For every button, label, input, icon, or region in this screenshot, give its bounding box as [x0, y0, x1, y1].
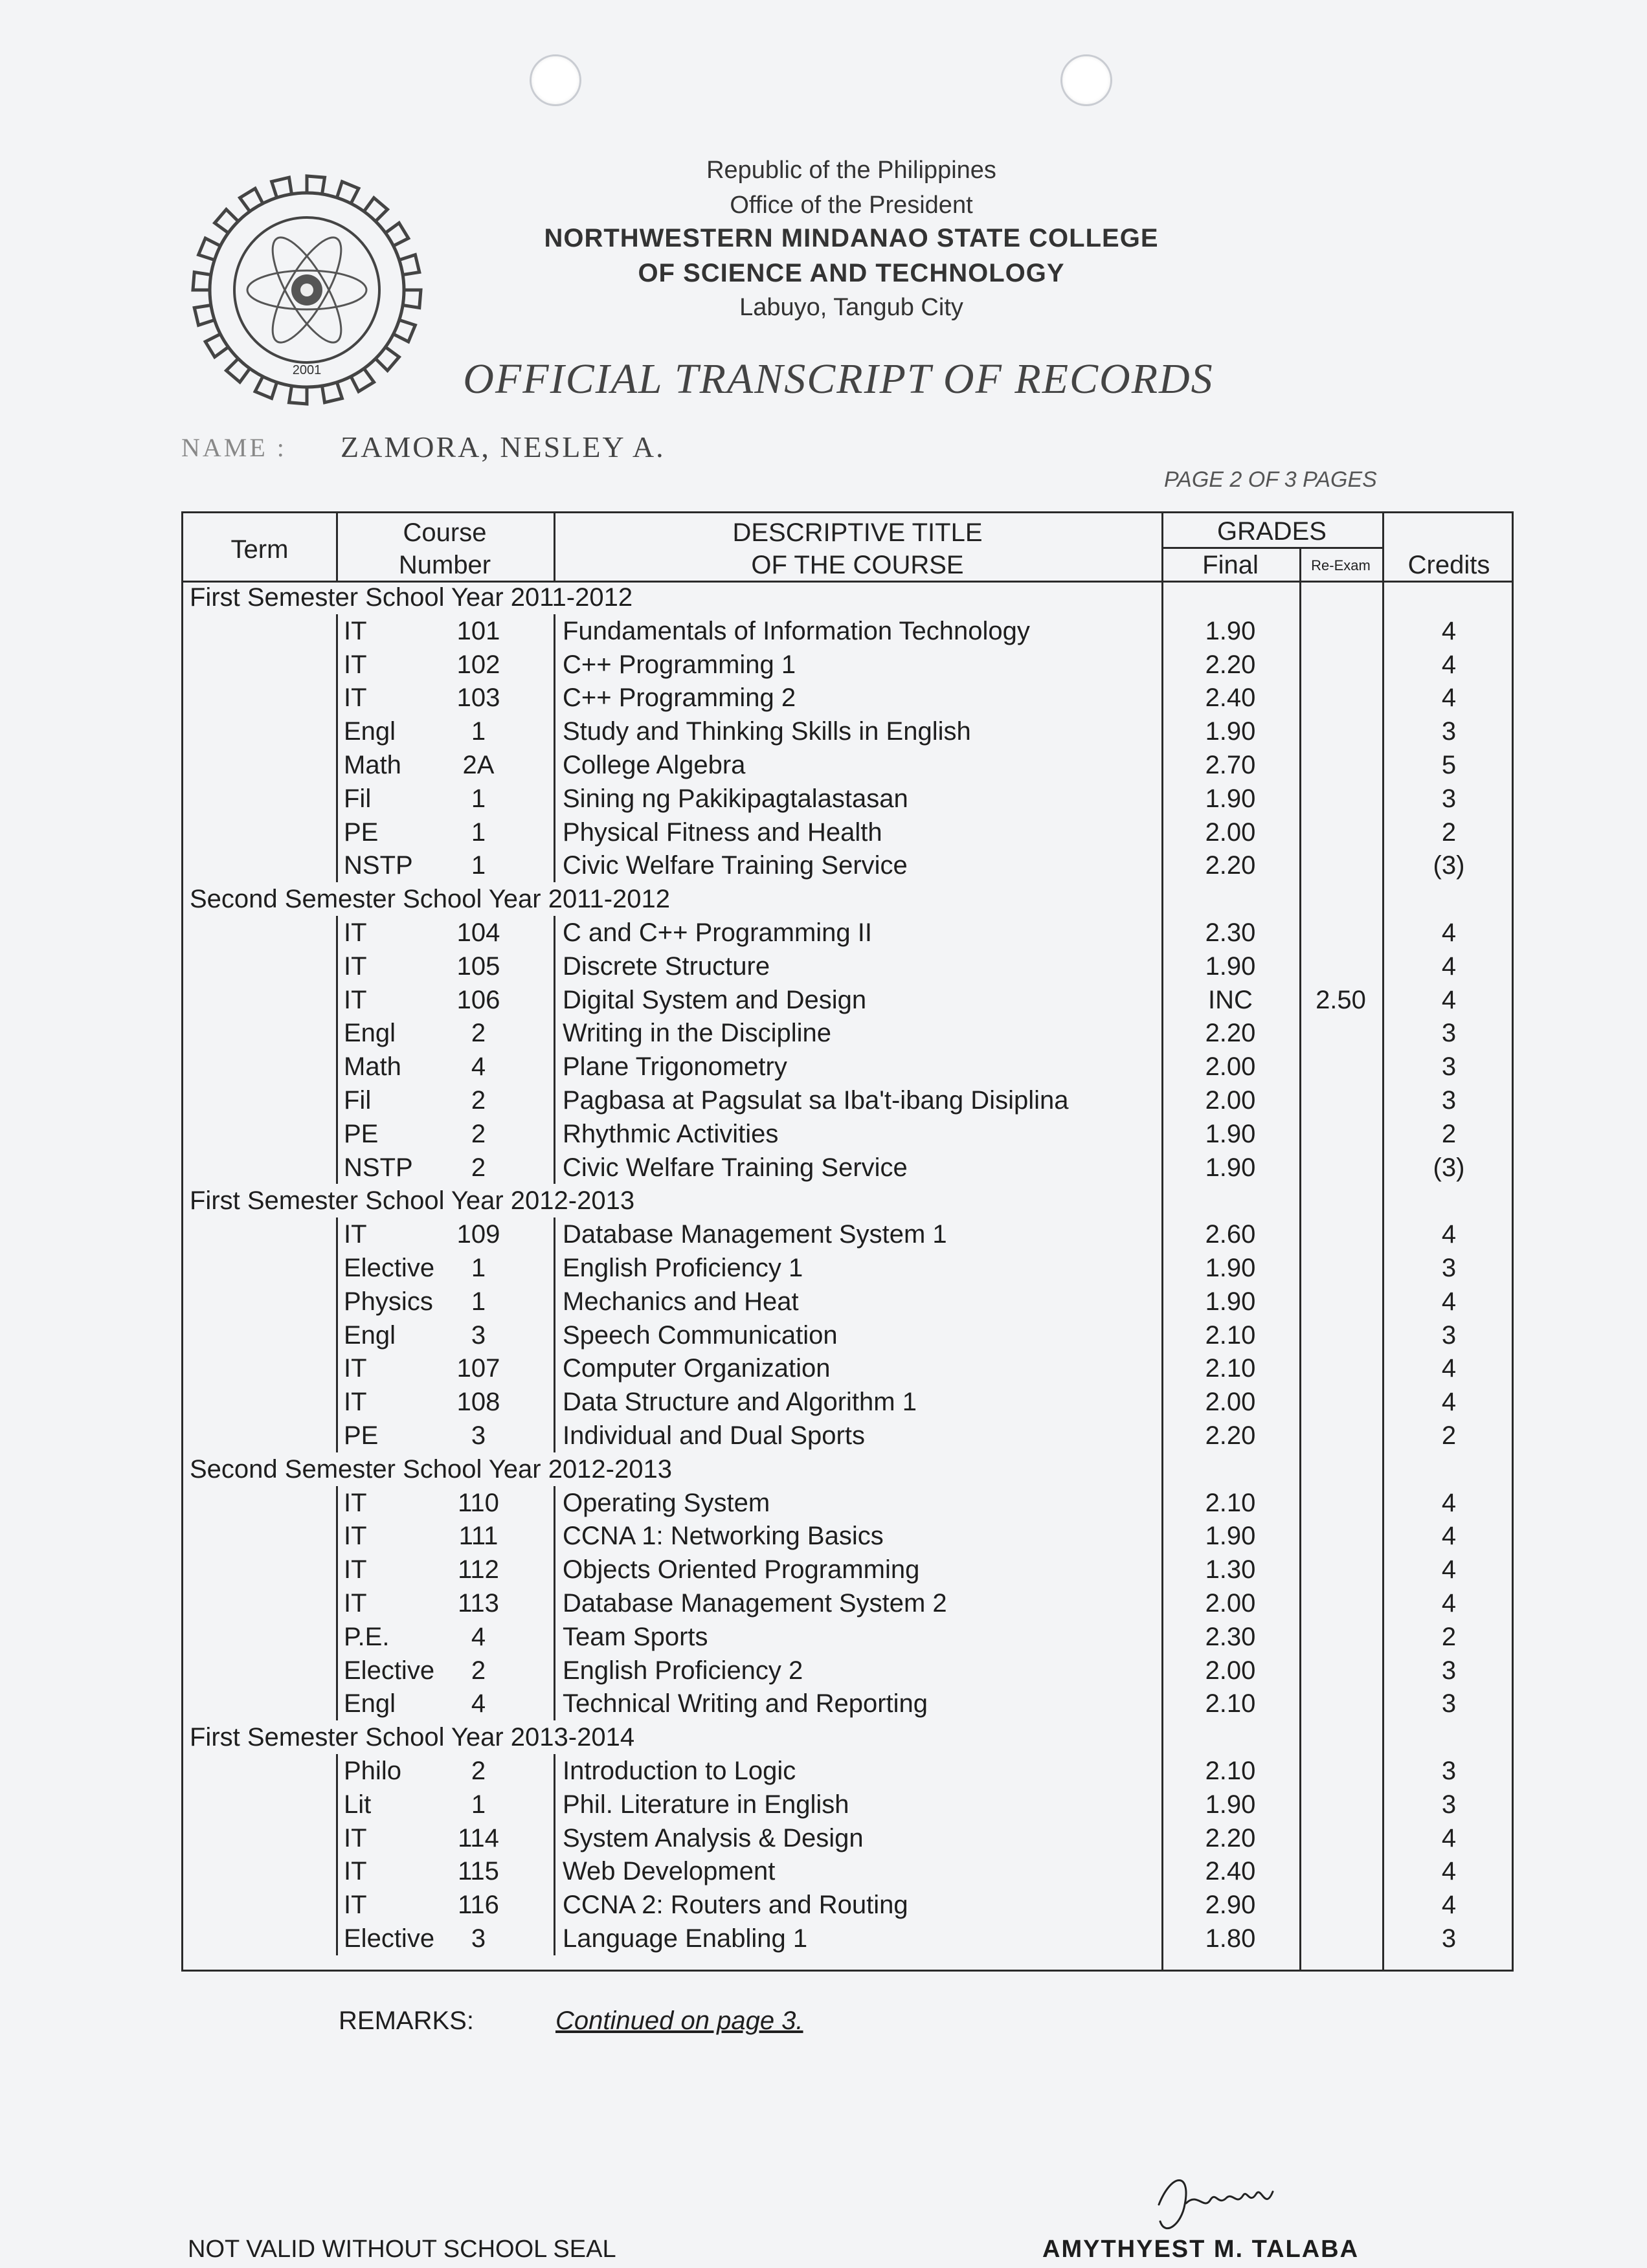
course-title: Team Sports	[563, 1622, 708, 1651]
course-title: Database Management System 2	[563, 1589, 947, 1618]
course-title: Fundamentals of Information Technology	[563, 616, 1030, 645]
course-credits: 4	[1441, 918, 1457, 947]
final-grade: 2.10	[1205, 1757, 1256, 1785]
registrar-signature	[1146, 2166, 1295, 2243]
course-number: 105	[456, 951, 500, 981]
course-title: Technical Writing and Reporting	[563, 1689, 928, 1718]
course-credits: (3)	[1433, 1153, 1465, 1182]
course-credits: 4	[1441, 1354, 1457, 1383]
final-grade: 2.70	[1205, 751, 1256, 779]
course-subject: Engl	[344, 1019, 396, 1048]
course-title: CCNA 2: Routers and Routing	[563, 1891, 908, 1920]
course-subject: IT	[344, 1354, 367, 1383]
course-number: 2A	[462, 751, 495, 779]
course-number: 2	[471, 1656, 486, 1685]
final-grade: 2.60	[1205, 1220, 1256, 1249]
col-divider	[554, 614, 555, 882]
course-credits: 4	[1441, 1220, 1457, 1249]
name-label: NAME :	[181, 433, 287, 462]
course-subject: PE	[344, 1421, 379, 1450]
course-subject: NSTP	[344, 851, 413, 880]
course-title: Plane Trigonometry	[563, 1052, 787, 1082]
course-credits: 4	[1441, 1857, 1457, 1886]
course-title: Sining ng Pakikipagtalastasan	[563, 784, 908, 813]
course-number: 1	[471, 1790, 486, 1819]
course-title: C and C++ Programming II	[563, 918, 872, 947]
course-number: 1	[471, 717, 486, 746]
course-credits: 2	[1441, 1119, 1457, 1148]
col-header-title-top: DESCRIPTIVE TITLE	[732, 518, 983, 547]
course-title: C++ Programming 1	[563, 650, 796, 679]
course-title: Individual and Dual Sports	[563, 1421, 865, 1450]
course-title: Speech Communication	[563, 1320, 838, 1350]
final-grade: 1.90	[1205, 1522, 1256, 1551]
final-grade: 2.20	[1205, 650, 1256, 679]
final-grade: 1.30	[1205, 1555, 1256, 1584]
course-number: 2	[471, 1119, 486, 1148]
final-grade: 1.90	[1205, 1254, 1256, 1282]
course-subject: Elective	[344, 1924, 435, 1953]
course-credits: 4	[1441, 684, 1457, 713]
course-subject: Math	[344, 1052, 401, 1082]
final-grade: 2.10	[1205, 1689, 1256, 1718]
course-credits: 3	[1441, 1790, 1457, 1819]
final-grade: 2.20	[1205, 1421, 1256, 1450]
course-title: Civic Welfare Training Service	[563, 851, 908, 880]
course-number: 2	[471, 1757, 486, 1785]
course-title: Computer Organization	[563, 1354, 831, 1383]
course-number: 111	[458, 1522, 499, 1551]
final-grade: 2.30	[1205, 918, 1256, 947]
reexam-grade: 2.50	[1316, 985, 1366, 1014]
course-subject: IT	[344, 1857, 367, 1886]
final-grade: 1.90	[1205, 1153, 1256, 1182]
course-subject: Elective	[344, 1254, 435, 1282]
course-title: Rhythmic Activities	[563, 1119, 779, 1148]
col-divider	[336, 614, 338, 882]
final-grade: 2.00	[1205, 1388, 1256, 1417]
course-credits: 4	[1441, 650, 1457, 679]
document-title: OFFICIAL TRANSCRIPT OF RECORDS	[463, 355, 1214, 403]
course-subject: Engl	[344, 1320, 396, 1350]
col-header-term: Term	[230, 535, 289, 564]
course-subject: Elective	[344, 1656, 435, 1685]
final-grade: 2.20	[1205, 1019, 1256, 1048]
course-number: 4	[471, 1689, 486, 1718]
course-credits: 3	[1441, 1052, 1457, 1082]
course-title: Pagbasa at Pagsulat sa Iba't-ibang Disiplina	[563, 1086, 1069, 1115]
course-subject: IT	[344, 918, 367, 947]
course-subject: PE	[344, 1119, 379, 1148]
course-number: 1	[471, 851, 486, 880]
transcript-table	[181, 511, 1514, 1972]
course-number: 2	[471, 1153, 486, 1182]
school-name-line1: NORTHWESTERN MINDANAO STATE COLLEGE	[544, 224, 1159, 252]
course-number: 109	[456, 1220, 500, 1249]
final-grade: 2.00	[1205, 1052, 1256, 1082]
course-title: English Proficiency 2	[563, 1656, 803, 1685]
course-subject: IT	[344, 1522, 367, 1551]
final-grade: 2.30	[1205, 1622, 1256, 1651]
final-grade: 1.90	[1205, 717, 1256, 746]
course-title: Writing in the Discipline	[563, 1019, 831, 1048]
course-subject: IT	[344, 1891, 367, 1920]
course-number: 112	[458, 1555, 499, 1584]
final-grade: 2.20	[1205, 851, 1256, 880]
course-credits: 3	[1441, 1320, 1457, 1350]
course-credits: 4	[1441, 1388, 1457, 1417]
course-title: Data Structure and Algorithm 1	[563, 1388, 917, 1417]
final-grade: 2.40	[1205, 1857, 1256, 1886]
header-rule	[1161, 547, 1382, 549]
course-credits: 4	[1441, 1522, 1457, 1551]
col-header-course-number-top: Course	[403, 518, 487, 547]
course-credits: 3	[1441, 1254, 1457, 1282]
course-number: 104	[456, 918, 500, 947]
course-title: Digital System and Design	[563, 985, 867, 1014]
student-name: ZAMORA, NESLEY A.	[341, 430, 666, 463]
course-number: 110	[458, 1488, 499, 1517]
course-title: Objects Oriented Programming	[563, 1555, 920, 1584]
course-subject: IT	[344, 1388, 367, 1417]
punch-hole-right	[1060, 54, 1112, 106]
course-number: 107	[456, 1354, 500, 1383]
republic-line: Republic of the Philippines	[706, 157, 996, 184]
course-credits: 4	[1441, 1891, 1457, 1920]
col-header-credits: Credits	[1407, 551, 1490, 579]
course-credits: 4	[1441, 951, 1457, 981]
col-divider	[336, 1217, 338, 1452]
course-title: Discrete Structure	[563, 951, 770, 981]
col-header-grades: GRADES	[1217, 517, 1327, 546]
remarks-value: Continued on page 3.	[555, 2007, 803, 2035]
col-header-reexam: Re-Exam	[1311, 557, 1371, 573]
col-header-title-bottom: OF THE COURSE	[751, 551, 964, 579]
course-title: Phil. Literature in English	[563, 1790, 849, 1819]
course-title: Physical Fitness and Health	[563, 817, 882, 847]
course-subject: PE	[344, 817, 379, 847]
semester-heading: First Semester School Year 2013-2014	[190, 1723, 635, 1752]
final-grade: 1.90	[1205, 951, 1256, 981]
col-divider	[554, 1217, 555, 1452]
page-indicator: PAGE 2 OF 3 PAGES	[1164, 467, 1377, 492]
col-divider	[336, 916, 338, 1184]
course-number: 114	[458, 1823, 499, 1852]
course-subject: IT	[344, 1220, 367, 1249]
course-subject: Fil	[344, 1086, 372, 1115]
course-number: 4	[471, 1622, 486, 1651]
signatory-name: AMYTHYEST M. TALABA	[1042, 2236, 1360, 2263]
final-grade: INC	[1208, 985, 1253, 1014]
course-number: 3	[471, 1924, 486, 1953]
course-number: 108	[456, 1388, 500, 1417]
course-subject: Philo	[344, 1757, 401, 1785]
course-title: Operating System	[563, 1488, 770, 1517]
course-credits: 2	[1441, 1421, 1457, 1450]
final-grade: 1.90	[1205, 1790, 1256, 1819]
course-credits: 3	[1441, 1924, 1457, 1953]
course-subject: Lit	[344, 1790, 372, 1819]
final-grade: 2.00	[1205, 1656, 1256, 1685]
final-grade: 1.90	[1205, 1119, 1256, 1148]
final-grade: 2.40	[1205, 684, 1256, 713]
course-credits: 4	[1441, 1823, 1457, 1852]
final-grade: 2.00	[1205, 1086, 1256, 1115]
course-title: Language Enabling 1	[563, 1924, 808, 1953]
final-grade: 1.90	[1205, 1287, 1256, 1316]
course-credits: 4	[1441, 616, 1457, 645]
seal-year: 2001	[292, 363, 322, 377]
final-grade: 2.20	[1205, 1823, 1256, 1852]
course-credits: 4	[1441, 1589, 1457, 1618]
col-divider	[336, 1754, 338, 1955]
course-subject: P.E.	[344, 1622, 390, 1651]
course-subject: IT	[344, 1555, 367, 1584]
course-subject: Engl	[344, 717, 396, 746]
col-header-final: Final	[1202, 551, 1259, 579]
course-subject: IT	[344, 951, 367, 981]
course-subject: IT	[344, 1589, 367, 1618]
office-line: Office of the President	[730, 192, 973, 219]
validity-note: NOT VALID WITHOUT SCHOOL SEAL	[188, 2236, 616, 2263]
course-number: 3	[471, 1421, 486, 1450]
course-subject: NSTP	[344, 1153, 413, 1182]
remarks-label: REMARKS:	[339, 2007, 474, 2035]
course-title: Web Development	[563, 1857, 776, 1886]
course-credits: 3	[1441, 784, 1457, 813]
final-grade: 2.00	[1205, 817, 1256, 847]
course-subject: Math	[344, 751, 401, 779]
school-name-line2: OF SCIENCE AND TECHNOLOGY	[638, 259, 1065, 287]
course-subject: Fil	[344, 784, 372, 813]
course-subject: IT	[344, 650, 367, 679]
school-address: Labuyo, Tangub City	[739, 294, 963, 321]
course-title: Database Management System 1	[563, 1220, 947, 1249]
final-grade: 2.90	[1205, 1891, 1256, 1920]
course-credits: 4	[1441, 1488, 1457, 1517]
course-credits: 3	[1441, 1656, 1457, 1685]
course-title: English Proficiency 1	[563, 1254, 803, 1282]
course-subject: IT	[344, 616, 367, 645]
course-credits: 5	[1441, 751, 1457, 779]
col-divider	[554, 916, 555, 1184]
course-number: 102	[456, 650, 500, 679]
course-number: 103	[456, 684, 500, 713]
course-number: 101	[456, 616, 500, 645]
course-credits: 2	[1441, 1622, 1457, 1651]
course-number: 1	[471, 817, 486, 847]
course-credits: 3	[1441, 717, 1457, 746]
course-subject: IT	[344, 1823, 367, 1852]
course-subject: Physics	[344, 1287, 433, 1316]
course-credits: 3	[1441, 1689, 1457, 1718]
course-title: Mechanics and Heat	[563, 1287, 799, 1316]
col-divider	[554, 1486, 555, 1721]
course-title: Introduction to Logic	[563, 1757, 796, 1785]
course-credits: 3	[1441, 1086, 1457, 1115]
course-credits: 4	[1441, 985, 1457, 1014]
final-grade: 2.10	[1205, 1488, 1256, 1517]
course-credits: 3	[1441, 1757, 1457, 1785]
course-number: 4	[471, 1052, 486, 1082]
course-subject: Engl	[344, 1689, 396, 1718]
course-title: C++ Programming 2	[563, 684, 796, 713]
col-divider	[1299, 549, 1301, 1970]
course-title: Study and Thinking Skills in English	[563, 717, 971, 746]
punch-hole-left	[530, 54, 581, 106]
course-number: 115	[458, 1857, 499, 1886]
course-number: 113	[458, 1589, 499, 1618]
course-credits: (3)	[1433, 851, 1465, 880]
course-subject: IT	[344, 1488, 367, 1517]
final-grade: 1.90	[1205, 784, 1256, 813]
course-number: 1	[471, 784, 486, 813]
course-number: 116	[458, 1891, 499, 1920]
course-number: 1	[471, 1287, 486, 1316]
course-title: Civic Welfare Training Service	[563, 1153, 908, 1182]
final-grade: 1.90	[1205, 616, 1256, 645]
col-divider	[554, 1754, 555, 1955]
final-grade: 2.00	[1205, 1589, 1256, 1618]
course-title: System Analysis & Design	[563, 1823, 864, 1852]
semester-heading: Second Semester School Year 2012-2013	[190, 1454, 672, 1484]
final-grade: 2.10	[1205, 1320, 1256, 1350]
semester-heading: First Semester School Year 2012-2013	[190, 1186, 635, 1216]
course-credits: 4	[1441, 1555, 1457, 1584]
final-grade: 1.80	[1205, 1924, 1256, 1953]
col-header-course-number-bottom: Number	[398, 551, 491, 579]
semester-heading: Second Semester School Year 2011-2012	[190, 885, 671, 914]
gear-tooth	[205, 334, 228, 357]
col-divider	[336, 1486, 338, 1721]
course-number: 3	[471, 1320, 486, 1350]
course-title: CCNA 1: Networking Basics	[563, 1522, 884, 1551]
course-number: 106	[456, 985, 500, 1014]
course-subject: IT	[344, 985, 367, 1014]
course-number: 2	[471, 1086, 486, 1115]
semester-heading: First Semester School Year 2011-2012	[190, 583, 633, 612]
course-credits: 4	[1441, 1287, 1457, 1316]
course-credits: 3	[1441, 1019, 1457, 1048]
final-grade: 2.10	[1205, 1354, 1256, 1383]
course-credits: 2	[1441, 817, 1457, 847]
course-title: College Algebra	[563, 751, 746, 779]
course-number: 1	[471, 1254, 486, 1282]
course-subject: IT	[344, 684, 367, 713]
course-number: 2	[471, 1019, 486, 1048]
